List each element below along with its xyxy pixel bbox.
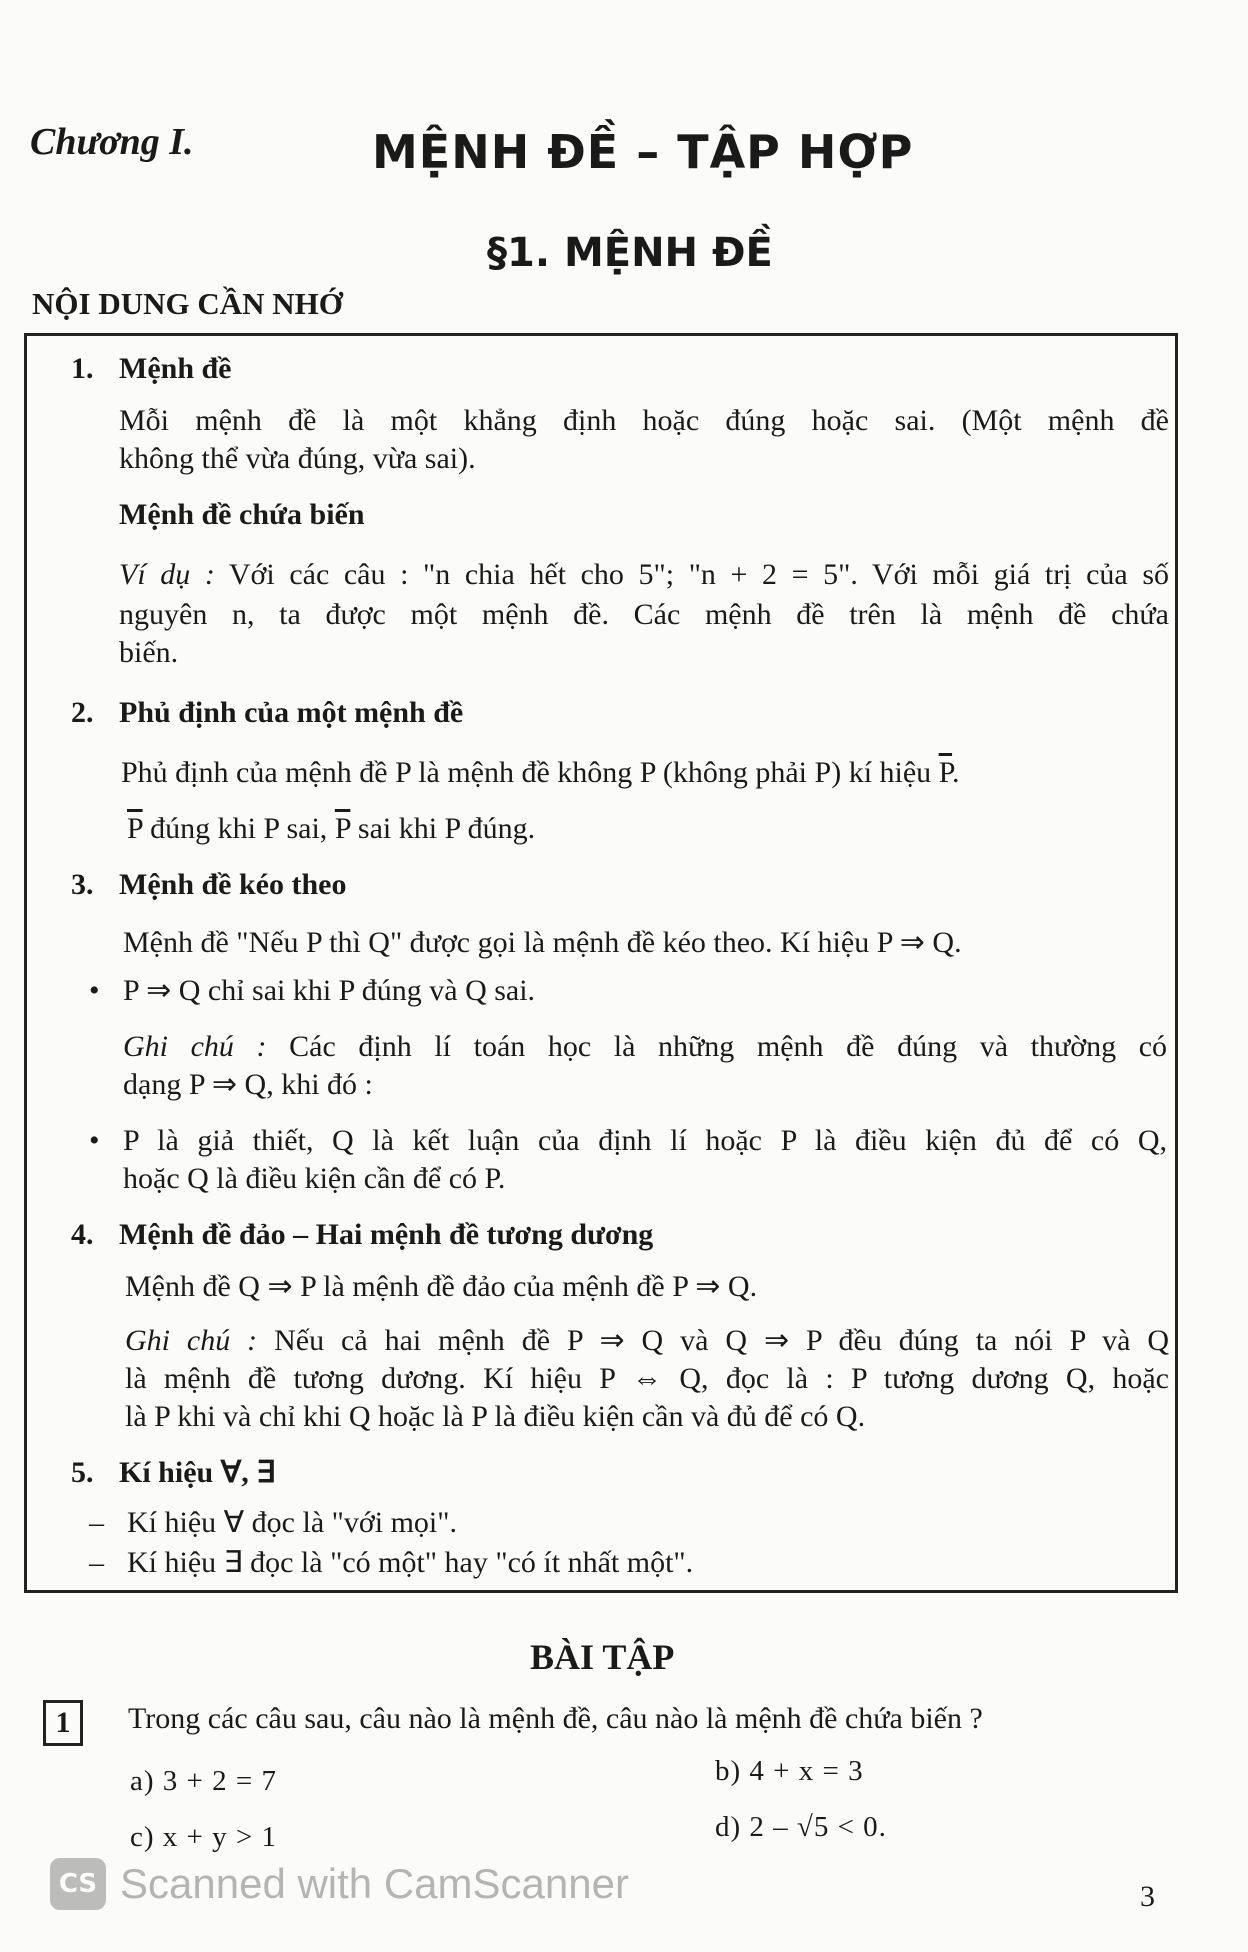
item4-number: 4. [71, 1218, 94, 1251]
note-label: Ghi chú : [125, 1324, 258, 1357]
item4-heading [71, 1216, 653, 1254]
item1-example-line3: biến. [119, 636, 179, 669]
exercise-question: Trong các câu sau, câu nào là mệnh đề, câu nào là mệnh đề chứa biến ? [128, 1702, 983, 1735]
item2-title: Phủ định của một mệnh đề [119, 696, 464, 729]
option-a: a) 3 + 2 = 7 [130, 1765, 277, 1797]
chapter-label: Chương I. [30, 121, 194, 163]
item3-heading [71, 866, 347, 904]
item4-line1: Mệnh đề Q ⇒ P là mệnh đề đảo của mệnh đề P ⇒ Q. [125, 1270, 758, 1303]
item3-line1: Mệnh đề "Nếu P thì Q" được gọi là mệnh đề kéo theo. Kí hiệu P ⇒ Q. [123, 926, 962, 959]
item2-line1: Phủ định của mệnh đề P là mệnh đề không P (không phải P) kí hiệu $\overline{P}$. [121, 756, 960, 789]
camscanner-watermark [50, 1854, 629, 1914]
item1-line2: không thể vừa đúng, vừa sai). [119, 442, 476, 475]
exercise-number-box: 1 [43, 1700, 83, 1746]
note-label: Ghi chú : [123, 1030, 267, 1063]
item4-note-line3: là P khi và chỉ khi Q hoặc là P là điều kiện cần và đủ để có Q. [125, 1400, 866, 1433]
bullet-icon: • [89, 974, 100, 1007]
item1-example-line2: nguyên n, ta được một mệnh đề. Các mệnh đề trên là mệnh đề chứa [119, 598, 1169, 631]
item5-line2: Kí hiệu ∃ đọc là "có một" hay "có ít nhất một". [127, 1546, 694, 1579]
summary-heading: NỘI DUNG CẦN NHỚ [32, 286, 343, 321]
item3-bullet2-line1: P là giả thiết, Q là kết luận của định lí hoặc P là điều kiện đủ để có Q, [123, 1124, 1167, 1157]
p-bar-symbol: $\overline{P}$ [334, 812, 351, 845]
item5-line1: Kí hiệu ∀ đọc là "với mọi". [127, 1506, 457, 1539]
item2-line2: $\overline{P}$ đúng khi P sai, $\overline{P}$ sai khi P đúng. [127, 812, 536, 845]
item2-heading [71, 694, 463, 732]
exercises-heading: BÀI TẬP [530, 1637, 675, 1677]
item2-number: 2. [71, 696, 94, 729]
item4-note-line2: là mệnh đề tương dương. Kí hiệu P ⇔ Q, đọc là : P tương dương Q, hoặc [125, 1362, 1169, 1395]
watermark-text: Scanned with CamScanner [120, 1860, 629, 1907]
camscanner-logo-icon: CS [50, 1858, 106, 1910]
option-d: d) 2 – √5 < 0. [715, 1811, 887, 1843]
p-bar-symbol: $\overline{P}$ [127, 812, 143, 845]
item5-heading [71, 1454, 275, 1492]
item4-title: Mệnh đề đảo – Hai mệnh đề tương dương [119, 1218, 654, 1251]
item3-title: Mệnh đề kéo theo [119, 868, 347, 901]
item1-example-line1: Ví dụ : Với các câu : "n chia hết cho 5"; "n + 2 = 5". Với mỗi giá trị của số [119, 558, 1169, 591]
option-b: b) 4 + x = 3 [715, 1755, 864, 1787]
example-label: Ví dụ : [119, 558, 215, 591]
item4-note-line1: Ghi chú : Nếu cả hai mệnh đề P ⇒ Q và Q ⇒ P đều đúng ta nói P và Q [125, 1324, 1169, 1357]
p-bar-symbol: $\overline{P}$ [938, 756, 953, 789]
item3-bullet1: P ⇒ Q chỉ sai khi P đúng và Q sai. [123, 974, 536, 1007]
dash-icon: – [89, 1546, 104, 1579]
chapter-title: MỆNH ĐỀ – TẬP HỢP [372, 125, 914, 179]
item1-number: 1. [71, 352, 94, 385]
page-number: 3 [1140, 1880, 1155, 1913]
item1-subtitle: Mệnh đề chứa biến [119, 498, 365, 531]
section-title: §1. MỆNH ĐỀ [487, 230, 773, 276]
item3-note-line2: dạng P ⇒ Q, khi đó : [123, 1068, 373, 1101]
dash-icon: – [89, 1506, 104, 1539]
item3-number: 3. [71, 868, 94, 901]
item3-bullet2-line2: hoặc Q là điều kiện cần để có P. [123, 1162, 506, 1195]
summary-box [24, 333, 1178, 1593]
item1-line1: Mỗi mệnh đề là một khẳng định hoặc đúng hoặc sai. (Một mệnh đề [119, 404, 1169, 437]
item1-heading [71, 350, 232, 388]
bullet-icon: • [89, 1124, 100, 1157]
item5-number: 5. [71, 1456, 94, 1489]
item5-title: Kí hiệu ∀, ∃ [119, 1456, 276, 1489]
item1-title: Mệnh đề [119, 352, 232, 385]
option-c: c) x + y > 1 [130, 1821, 277, 1853]
item3-note-line1: Ghi chú : Các định lí toán học là những mệnh đề đúng và thường có [123, 1030, 1168, 1063]
